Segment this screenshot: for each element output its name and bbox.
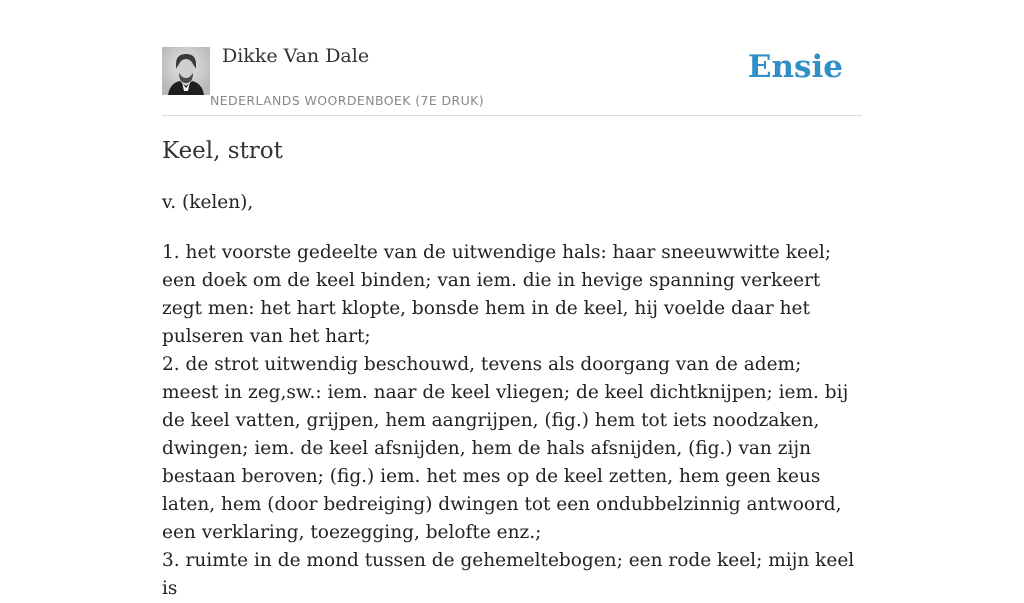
entry-title: Keel, strot <box>162 138 283 164</box>
definition-item: 3. ruimte in de mond tussen de gehemeltebogen; een rode keel; mijn keel is <box>162 550 855 599</box>
entry-grammar: v. (kelen), <box>162 192 254 213</box>
definition-list <box>162 239 862 603</box>
entry-header <box>162 0 862 116</box>
portrait-icon <box>162 47 210 95</box>
source-label[interactable]: NEDERLANDS WOORDENBOEK (7E DRUK) <box>210 93 485 108</box>
ensie-logo[interactable]: Ensie <box>747 49 843 85</box>
definition-item: 2. de strot uitwendig beschouwd, tevens als doorgang van de adem; meest in zeg,sw.: iem. naar de keel vliegen; de keel dichtknijpen; iem. bij de keel vatten, grijpen, hem aangrijpen, (fig.) hem tot iets noodzaken, dwingen; iem. de keel afsnijden, hem de hals afsnijden, (fig.) van zijn bestaan beroven; (fig.) iem. het mes op de keel zetten, hem geen keus laten, hem (door bedreiging) dwingen tot een ondubbelzinnig antwoord, een verklaring, toezegging, belofte enz.; <box>162 354 849 543</box>
author-name[interactable]: Dikke Van Dale <box>222 45 370 67</box>
entry-card <box>162 0 862 599</box>
author-avatar[interactable] <box>162 47 210 95</box>
definition-item: 1. het voorste gedeelte van de uitwendige hals: haar sneeuwwitte keel; een doek om de keel binden; van iem. die in hevige spanning verkeert zegt men: het hart klopte, bonsde hem in de keel, hij voelde daar het pulseren van het hart; <box>162 242 832 347</box>
